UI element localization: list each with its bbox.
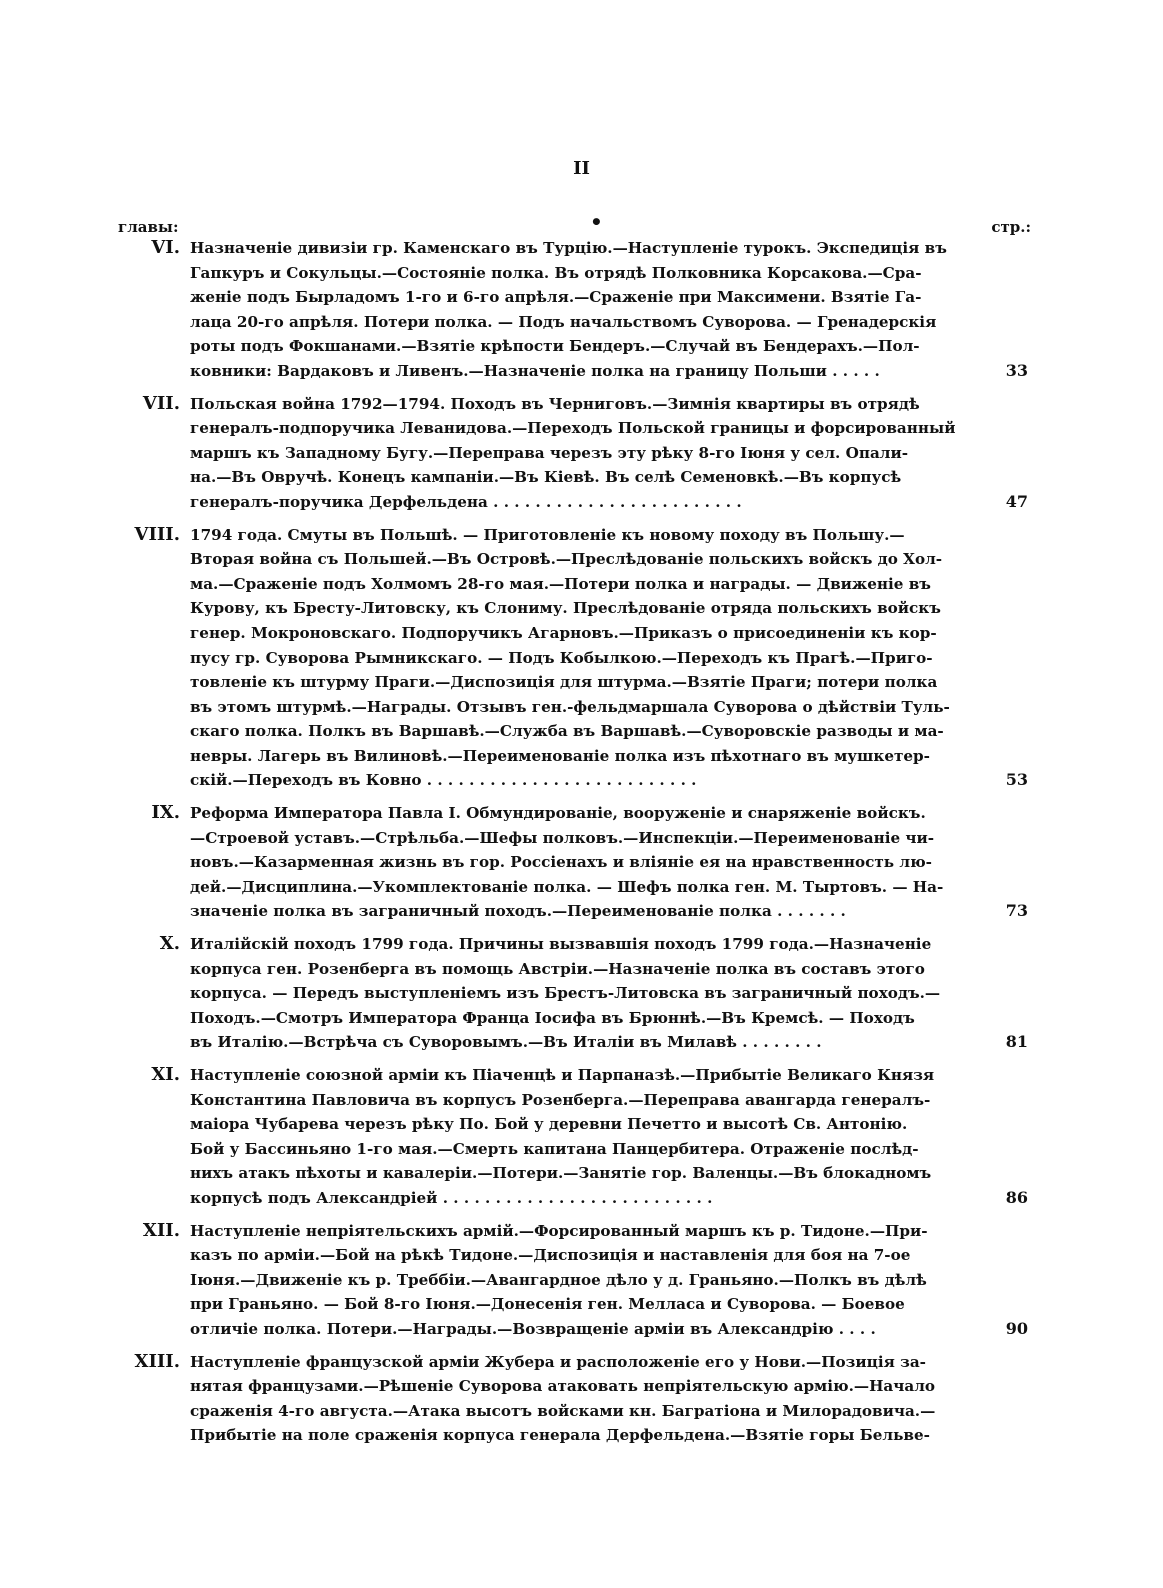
page-reference: 53 [1005,770,1028,790]
chapter-description [190,1350,1028,1448]
description-line: сраженія 4-го августа.—Атака высотъ войсками кн. Багратіона и Милорадовича.— [190,1401,936,1420]
description-line: нихъ атакъ пѣхоты и кавалеріи.—Потери.—Занятіе гор. Валенцы.—Въ блокадномъ [190,1164,932,1183]
description-line: отличіе полка. Потери.—Награды.—Возвращеніе арміи въ Александрію . . . . [190,1319,876,1338]
description-line: Константина Павловича въ корпусъ Розенберга.—Переправа авангарда генералъ- [190,1090,931,1109]
description-line: Гапкуръ и Сокульцы.—Состояніе полка. Въ отрядѣ Полковника Корсакова.—Сра- [190,263,922,282]
chapter-number: XI. [151,1064,180,1085]
page-number: II [573,158,590,179]
description-line: маршъ къ Западному Бугу.—Переправа черезъ эту рѣку 8-го Іюня у сел. Опали- [190,443,909,462]
description-line: ма.—Сраженіе подъ Холмомъ 28-го мая.—Потери полка и награды. — Движеніе въ [190,574,931,593]
chapter-description [190,1219,1028,1342]
toc-entry [118,1063,1028,1211]
description-line: Реформа Императора Павла I. Обмундированіе, вооруженіе и снаряженіе войскъ. [190,804,926,823]
description-line: нятая французами.—Рѣшеніе Суворова атаковать непріятельскую армію.—Начало [190,1377,936,1396]
description-line: маіора Чубарева черезъ рѣку По. Бой у деревни Печетто и высотѣ Св. Антонію. [190,1115,908,1134]
description-line: при Граньяно. — Бой 8-го Іюня.—Донесенія ген. Мелласа и Суворова. — Боевое [190,1295,905,1314]
page-reference: 47 [1005,491,1028,511]
chapter-description [190,801,1028,924]
toc-entry [118,1350,1028,1448]
description-line: пусу гр. Суворова Рымникскаго. — Подъ Кобылкою.—Переходъ къ Прагѣ.—Приго- [190,648,933,667]
description-line: товленіе къ штурму Праги.—Диспозиція для штурма.—Взятіе Праги; потери полка [190,673,938,692]
page-reference: 90 [1005,1318,1028,1338]
table-of-contents [118,236,1028,1456]
description-line: Іюня.—Движеніе къ р. Треббіи.—Авангардное дѣло у д. Граньяно.—Полкъ въ дѣлѣ [190,1270,927,1289]
toc-entry [118,1219,1028,1342]
chapter-description [190,932,1028,1055]
description-line: Курову, къ Бресту-Литовску, къ Слониму. Преслѣдованіе отряда польскихъ войскъ [190,599,941,618]
description-line: Назначеніе дивизіи гр. Каменскаго въ Турцію.—Наступленіе турокъ. Экспедиція въ [190,239,947,257]
chapters-column-header: главы: [118,218,179,236]
description-line: —Строевой уставъ.—Стрѣльба.—Шефы полковъ.—Инспекціи.—Переименованіе чи- [190,828,935,847]
chapter-number: X. [159,933,180,955]
page-reference: 86 [1005,1187,1028,1207]
description-line: дей.—Дисциплина.—Укомплектованіе полка. — Шефъ полка ген. М. Тыртовъ. — На- [190,877,944,896]
description-line: корпуса ген. Розенберга въ помощь Австріи.—Назначеніе полка въ составъ этого [190,959,925,978]
chapter-description [190,1063,1028,1211]
description-line: казъ по арміи.—Бой на рѣкѣ Тидоне.—Диспозиція и наставленія для боя на 7-ое [190,1246,911,1265]
description-line: въ Италію.—Встрѣча съ Суворовымъ.—Въ Италіи въ Милавѣ . . . . . . . . [190,1033,822,1052]
chapter-number: VIII. [134,523,180,545]
toc-entry [118,801,1028,924]
chapter-description [190,392,1028,515]
description-line: значеніе полка въ заграничный походъ.—Переименованіе полка . . . . . . . [190,902,846,921]
description-line: Наступленіе союзной арміи къ Піаченцѣ и Парпаназѣ.—Прибытіе Великаго Князя [190,1066,935,1084]
chapter-number: IX. [151,802,180,824]
chapter-number: VII. [142,392,180,414]
toc-entry [118,236,1028,384]
description-line: въ этомъ штурмѣ.—Награды. Отзывъ ген.-фельдмаршала Суворова о дѣйствіи Туль- [190,697,950,716]
description-line: Походъ.—Смотръ Императора Франца Іосифа въ Брюннѣ.—Въ Кремсѣ. — Походъ [190,1008,915,1027]
description-line: скій.—Переходъ въ Ковно . . . . . . . . . . . . . . . . . . . . . . . . . . [190,771,697,790]
description-line: скаго полка. Полкъ въ Варшавѣ.—Служба въ Варшавѣ.—Суворовскіе разводы и ма- [190,722,944,741]
chapter-number: XIII. [134,1350,180,1372]
chapter-description [190,523,1028,794]
description-line: Италійскій походъ 1799 года. Причины вызвавшія походъ 1799 года.—Назначеніе [190,935,932,954]
chapter-number: XII. [142,1219,180,1241]
description-line: Польская война 1792—1794. Походъ въ Черниговъ.—Зимнія квартиры въ отрядѣ [190,394,920,413]
description-line: Наступленіе непріятельскихъ армій.—Форсированный маршъ къ р. Тидоне.—При- [190,1221,928,1240]
description-line: генер. Мокроновскаго. Подпоручикъ Агарновъ.—Приказъ о присоединеніи къ кор- [190,623,937,642]
description-line: 1794 года. Смуты въ Польшѣ. — Приготовленіе къ новому походу въ Польшу.— [190,525,905,544]
page-reference: 73 [1005,901,1028,921]
toc-entry [118,523,1028,794]
description-line: женіе подъ Бырладомъ 1-го и 6-го апрѣля.—Сраженіе при Максимени. Взятіе Га- [190,288,922,307]
description-line: генералъ-поручика Дерфельдена . . . . . . . . . . . . . . . . . . . . . . . . [190,492,742,511]
description-line: Вторая война съ Польшей.—Въ Островѣ.—Преслѣдованіе польскихъ войскъ до Хол- [190,550,943,569]
description-line: генералъ-подпоручика Леванидова.—Переходъ Польской границы и форсированный [190,419,956,438]
description-line: корпуса. — Передъ выступленіемъ изъ Брестъ-Литовска въ заграничный походъ.— [190,984,941,1003]
page-reference: 33 [1005,360,1028,380]
toc-entry [118,932,1028,1055]
description-line: ковники: Вардаковъ и Ливенъ.—Назначеніе полка на границу Польши . . . . . [190,361,880,380]
description-line: невры. Лагерь въ Вилиновѣ.—Переименованіе полка изъ пѣхотнаго въ мушкетер- [190,746,930,765]
description-line: на.—Въ Овручѣ. Конецъ кампаніи.—Въ Кіевѣ. Въ селѣ Семеновкѣ.—Въ корпусѣ [190,468,902,487]
chapter-description [190,236,1028,384]
description-line: роты подъ Фокшанами.—Взятіе крѣпости Бендеръ.—Случай въ Бендерахъ.—Пол- [190,337,920,356]
header-dot: • [590,210,603,234]
page-reference: 81 [1005,1032,1028,1052]
description-line: лаца 20-го апрѣля. Потери полка. — Подъ начальствомъ Суворова. — Гренадерскія [190,312,937,331]
description-line: новъ.—Казарменная жизнь въ гор. Россіенахъ и вліяніе ея на нравственность лю- [190,853,932,872]
pages-column-header: стр.: [991,218,1031,236]
description-line: корпусѣ подъ Александріей . . . . . . . . . . . . . . . . . . . . . . . . . . [190,1188,713,1207]
description-line: Наступленіе французской арміи Жубера и расположеніе его у Нови.—Позиція за- [190,1352,926,1371]
toc-entry [118,392,1028,515]
description-line: Бой у Бассиньяно 1-го мая.—Смерть капитана Панцербитера. Отраженіе послѣд- [190,1139,919,1158]
description-line: Прибытіе на поле сраженія корпуса генерала Дерфельдена.—Взятіе горы Бельве- [190,1426,930,1445]
chapter-number: VI. [151,237,180,258]
